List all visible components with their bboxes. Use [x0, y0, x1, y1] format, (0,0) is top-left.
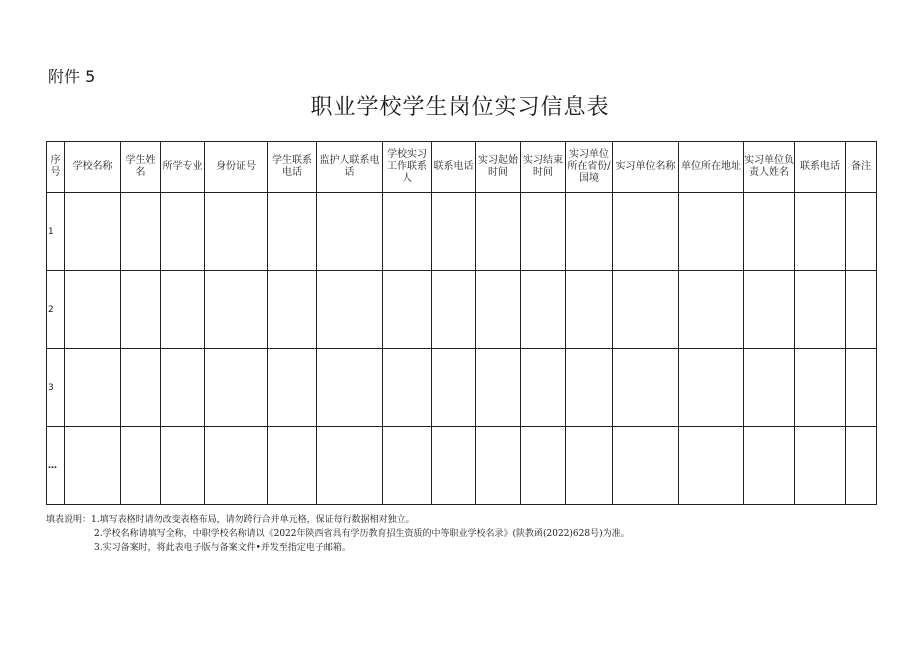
table-cell[interactable] — [121, 271, 161, 349]
instruction-line-1 — [46, 513, 886, 527]
table-cell[interactable] — [744, 271, 795, 349]
col-header-school-contact: 学校实习工作联系人 — [383, 142, 432, 193]
table-cell[interactable] — [317, 193, 383, 271]
table-cell[interactable] — [521, 427, 566, 505]
table-cell[interactable] — [795, 271, 846, 349]
table-cell[interactable] — [846, 349, 877, 427]
table-cell[interactable] — [679, 349, 744, 427]
row-index: 2 — [47, 271, 65, 349]
col-header-student-phone: 学生联系电话 — [268, 142, 317, 193]
col-header-school-contact-phone: 联系电话 — [432, 142, 476, 193]
col-header-end-time: 实习结束时间 — [521, 142, 566, 193]
table-cell[interactable] — [205, 193, 268, 271]
table-cell[interactable] — [161, 349, 205, 427]
col-header-unit-manager: 实习单位负责人姓名 — [744, 142, 795, 193]
table-cell[interactable] — [121, 427, 161, 505]
row-index: 1 — [47, 193, 65, 271]
table-cell[interactable] — [268, 349, 317, 427]
table-cell[interactable] — [65, 193, 121, 271]
table-cell[interactable] — [161, 271, 205, 349]
table-cell[interactable] — [268, 271, 317, 349]
table-cell[interactable] — [476, 271, 521, 349]
table-cell[interactable] — [432, 271, 476, 349]
table-cell[interactable] — [268, 427, 317, 505]
table-cell[interactable] — [205, 349, 268, 427]
table-cell[interactable] — [795, 349, 846, 427]
table-cell[interactable] — [566, 193, 613, 271]
col-header-student-name: 学生姓名 — [121, 142, 161, 193]
col-header-start-time: 实习起始时间 — [476, 142, 521, 193]
page-title: 职业学校学生岗位实习信息表 — [310, 95, 610, 120]
table-cell[interactable] — [205, 271, 268, 349]
table-cell[interactable] — [317, 349, 383, 427]
col-header-index: 序号 — [47, 142, 65, 193]
table-cell[interactable] — [65, 349, 121, 427]
table-cell[interactable] — [205, 427, 268, 505]
header-row — [47, 142, 877, 193]
table-cell[interactable] — [521, 349, 566, 427]
table-cell[interactable] — [65, 427, 121, 505]
table-cell[interactable] — [613, 193, 679, 271]
table-cell[interactable] — [679, 271, 744, 349]
col-header-guardian-phone: 监护人联系电话 — [317, 142, 383, 193]
table-row — [47, 193, 877, 271]
table-row — [47, 271, 877, 349]
table-cell[interactable] — [846, 193, 877, 271]
table-cell[interactable] — [744, 427, 795, 505]
table-cell[interactable] — [121, 349, 161, 427]
table-cell[interactable] — [795, 193, 846, 271]
table-cell[interactable] — [161, 193, 205, 271]
table-cell[interactable] — [383, 349, 432, 427]
instruction-item: 2.学校名称请填写全称，中职学校名称请以《2022年陕西省具有学历教育招生资质的中等职业学校名录》(陕教函(2022)628号)为准。 — [94, 529, 630, 539]
table-cell[interactable] — [476, 349, 521, 427]
table-cell[interactable] — [476, 193, 521, 271]
table-cell[interactable] — [846, 427, 877, 505]
instructions-label: 填表说明： — [46, 515, 92, 525]
table-cell[interactable] — [383, 271, 432, 349]
row-index: 3 — [47, 349, 65, 427]
table-cell[interactable] — [432, 349, 476, 427]
table-cell[interactable] — [795, 427, 846, 505]
col-header-school-name: 学校名称 — [65, 142, 121, 193]
table-cell[interactable] — [317, 427, 383, 505]
table-cell[interactable] — [744, 349, 795, 427]
instruction-item: 1.填写表格时请勿改变表格布局，请勿跨行合并单元格，保证每行数据相对独立。 — [91, 515, 415, 525]
table-cell[interactable] — [566, 349, 613, 427]
table-cell[interactable] — [432, 193, 476, 271]
fill-instructions — [46, 513, 886, 555]
table-cell[interactable] — [383, 193, 432, 271]
instruction-item: 3.实习备案时，将此表电子版与备案文件•并发至指定电子邮箱。 — [94, 543, 351, 553]
attachment-label: 附件 5 — [48, 67, 96, 86]
table-cell[interactable] — [161, 427, 205, 505]
table-cell[interactable] — [383, 427, 432, 505]
table-cell[interactable] — [613, 427, 679, 505]
col-header-major: 所学专业 — [161, 142, 205, 193]
table-cell[interactable] — [679, 427, 744, 505]
col-header-unit-province: 实习单位所在省份/国境 — [566, 142, 613, 193]
table-cell[interactable] — [566, 427, 613, 505]
col-header-remarks: 备注 — [846, 142, 877, 193]
table-row — [47, 427, 877, 505]
table-row — [47, 349, 877, 427]
row-index: … — [47, 427, 65, 505]
table-cell[interactable] — [613, 349, 679, 427]
col-header-unit-name: 实习单位名称 — [613, 142, 679, 193]
table-cell[interactable] — [121, 193, 161, 271]
table-cell[interactable] — [317, 271, 383, 349]
table-cell[interactable] — [432, 427, 476, 505]
col-header-unit-address: 单位所在地址 — [679, 142, 744, 193]
table-cell[interactable] — [744, 193, 795, 271]
table-cell[interactable] — [476, 427, 521, 505]
table-cell[interactable] — [679, 193, 744, 271]
table-cell[interactable] — [268, 193, 317, 271]
table-cell[interactable] — [566, 271, 613, 349]
col-header-id-number: 身份证号 — [205, 142, 268, 193]
table-cell[interactable] — [521, 271, 566, 349]
table-cell[interactable] — [613, 271, 679, 349]
internship-info-table — [46, 141, 877, 505]
table-cell[interactable] — [846, 271, 877, 349]
col-header-unit-phone: 联系电话 — [795, 142, 846, 193]
table-cell[interactable] — [521, 193, 566, 271]
table-cell[interactable] — [65, 271, 121, 349]
